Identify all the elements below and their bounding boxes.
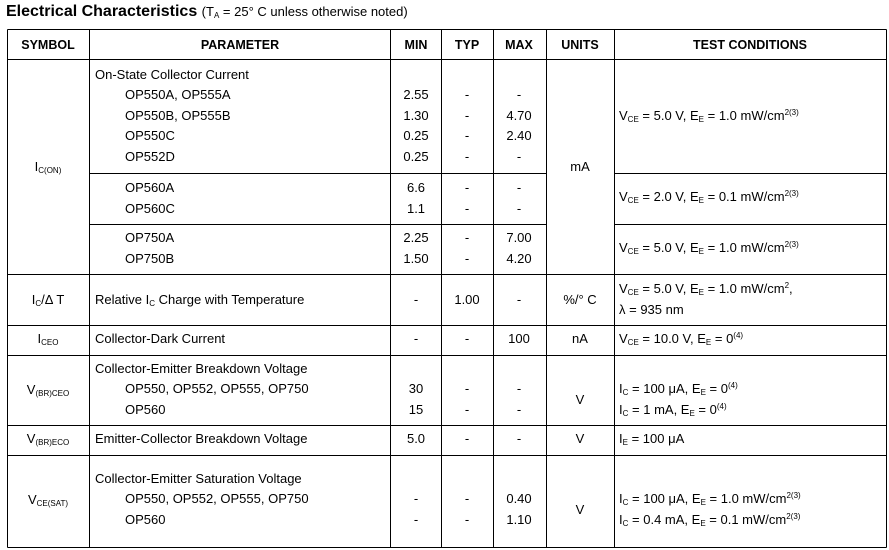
max-value: 7.00 xyxy=(506,230,532,245)
typ-value: - xyxy=(464,431,470,446)
units-value: mA xyxy=(570,159,590,174)
param-collector-dark-current: Collector-Dark Current xyxy=(95,331,226,346)
min-value: 1.30 xyxy=(403,108,429,123)
min-value: - xyxy=(413,512,419,527)
header-min: MIN xyxy=(404,38,428,52)
min-value: 15 xyxy=(408,402,424,417)
max-value: - xyxy=(516,292,522,307)
typ-value: - xyxy=(464,87,470,102)
typ-value: - xyxy=(464,180,470,195)
header-units: UNITS xyxy=(561,38,599,52)
header-parameter: PARAMETER xyxy=(200,38,280,52)
test-condition: $I_E = 100$ μA xyxy=(619,431,685,447)
typ-value: - xyxy=(464,128,470,143)
max-value: - xyxy=(516,201,522,216)
header-max: MAX xyxy=(505,38,533,52)
min-value: 1.50 xyxy=(403,251,429,266)
header-typ: TYP xyxy=(454,38,480,52)
max-value: 100 xyxy=(508,331,530,346)
test-condition: $I_C = 100$ μA, $E_E = 1.0$ $mW/cm^{2(3)}$ xyxy=(619,491,801,507)
test-condition: $I_C = 100$ μA, $E_E = 0^{(4)}$ xyxy=(619,381,738,397)
test-condition: $V_{CE} = 5.0$ V, $E_E = 1.0$ $mW/cm^{2(3)}$ xyxy=(619,240,799,256)
units-value: %/° C xyxy=(563,292,597,307)
symbol-vcesat: $V_{CE(SAT)}$ xyxy=(27,492,69,508)
part-name: OP550, OP552, OP555, OP750 xyxy=(125,491,309,506)
min-value: - xyxy=(413,331,419,346)
param-on-state-collector-current: On-State Collector Current xyxy=(95,67,249,82)
typ-value: - xyxy=(464,402,470,417)
typ-value: - xyxy=(464,201,470,216)
symbol-ic-on: $I_{C(ON)}$ xyxy=(34,159,62,175)
symbol-vbreco: $V_{(BR)ECO}$ xyxy=(26,431,70,447)
units-value: V xyxy=(575,502,585,517)
part-name: OP550A, OP555A xyxy=(125,87,231,102)
part-name: OP750B xyxy=(125,251,175,266)
part-name: OP560 xyxy=(125,512,166,527)
max-value: 1.10 xyxy=(506,512,532,527)
symbol-iceo: $I_{CEO}$ xyxy=(37,331,59,347)
max-value: 2.40 xyxy=(506,128,532,143)
units-value: V xyxy=(575,431,585,446)
max-value: - xyxy=(516,87,522,102)
min-value: 0.25 xyxy=(403,128,429,143)
max-value: - xyxy=(516,149,522,164)
min-value: - xyxy=(413,491,419,506)
symbol-vbrceo: $V_{(BR)CEO}$ xyxy=(26,382,70,398)
param-ec-breakdown-voltage: Emitter-Collector Breakdown Voltage xyxy=(95,431,308,446)
typ-value: - xyxy=(464,251,470,266)
part-name: OP750A xyxy=(125,230,175,245)
test-condition: $V_{CE} = 5.0$ V, $E_E = 1.0$ $mW/cm^{2(3)}$ xyxy=(619,108,799,124)
max-value: 4.20 xyxy=(506,251,532,266)
max-value: - xyxy=(516,431,522,446)
min-value: 1.1 xyxy=(406,201,426,216)
max-value: 4.70 xyxy=(506,108,532,123)
max-value: 0.40 xyxy=(506,491,532,506)
param-ce-breakdown-voltage: Collector-Emitter Breakdown Voltage xyxy=(95,361,308,376)
test-condition: $V_{CE} = 10.0$ V, $E_E = 0^{(4)}$ xyxy=(619,331,744,347)
header-symbol: SYMBOL xyxy=(21,38,75,52)
header-test-conditions: TEST CONDITIONS xyxy=(693,38,807,52)
typ-value: - xyxy=(464,381,470,396)
test-condition: $I_C = 0.4$ mA, $E_E = 0.1$ $mW/cm^{2(3)}$ xyxy=(619,512,801,528)
min-value: - xyxy=(413,292,419,307)
min-value: 6.6 xyxy=(406,180,426,195)
min-value: 2.55 xyxy=(403,87,429,102)
min-value: 5.0 xyxy=(406,431,426,446)
part-name: OP552D xyxy=(125,149,175,164)
part-name: OP550, OP552, OP555, OP750 xyxy=(125,381,309,396)
test-condition: $V_{CE} = 5.0$ V, $E_E = 1.0$ $mW/cm^2$, xyxy=(619,281,793,297)
min-value: 30 xyxy=(408,381,424,396)
part-name: OP550B, OP555B xyxy=(125,108,231,123)
typ-value: - xyxy=(464,108,470,123)
part-name: OP560A xyxy=(125,180,175,195)
typ-value: 1.00 xyxy=(454,292,480,307)
max-value: - xyxy=(516,381,522,396)
typ-value: - xyxy=(464,491,470,506)
part-name: OP550C xyxy=(125,128,175,143)
test-condition-wavelength: λ = 935 nm xyxy=(619,302,684,317)
typ-value: - xyxy=(464,512,470,527)
typ-value: - xyxy=(464,230,470,245)
title-note: ($T_A = 25^\circ$ C unless otherwise noted) xyxy=(201,4,408,20)
max-value: - xyxy=(516,180,522,195)
param-relative-ic-charge: Relative $I_C$ Charge with Temperature xyxy=(95,292,305,308)
units-value: V xyxy=(575,392,585,407)
test-condition: $V_{CE} = 2.0$ V, $E_E = 0.1$ $mW/cm^{2(3)}$ xyxy=(619,189,799,205)
part-name: OP560C xyxy=(125,201,175,216)
test-condition: $I_C = 1$ mA, $E_E = 0^{(4)}$ xyxy=(619,402,727,418)
units-value: nA xyxy=(572,331,588,346)
max-value: - xyxy=(516,402,522,417)
typ-value: - xyxy=(464,331,470,346)
title-main: Electrical Characteristics xyxy=(6,3,198,20)
typ-value: - xyxy=(464,149,470,164)
param-ce-saturation-voltage: Collector-Emitter Saturation Voltage xyxy=(95,471,302,486)
min-value: 2.25 xyxy=(403,230,429,245)
part-name: OP560 xyxy=(125,402,166,417)
min-value: 0.25 xyxy=(403,149,429,164)
symbol-ic-dt: $I_C/\Delta$ T xyxy=(31,292,65,308)
